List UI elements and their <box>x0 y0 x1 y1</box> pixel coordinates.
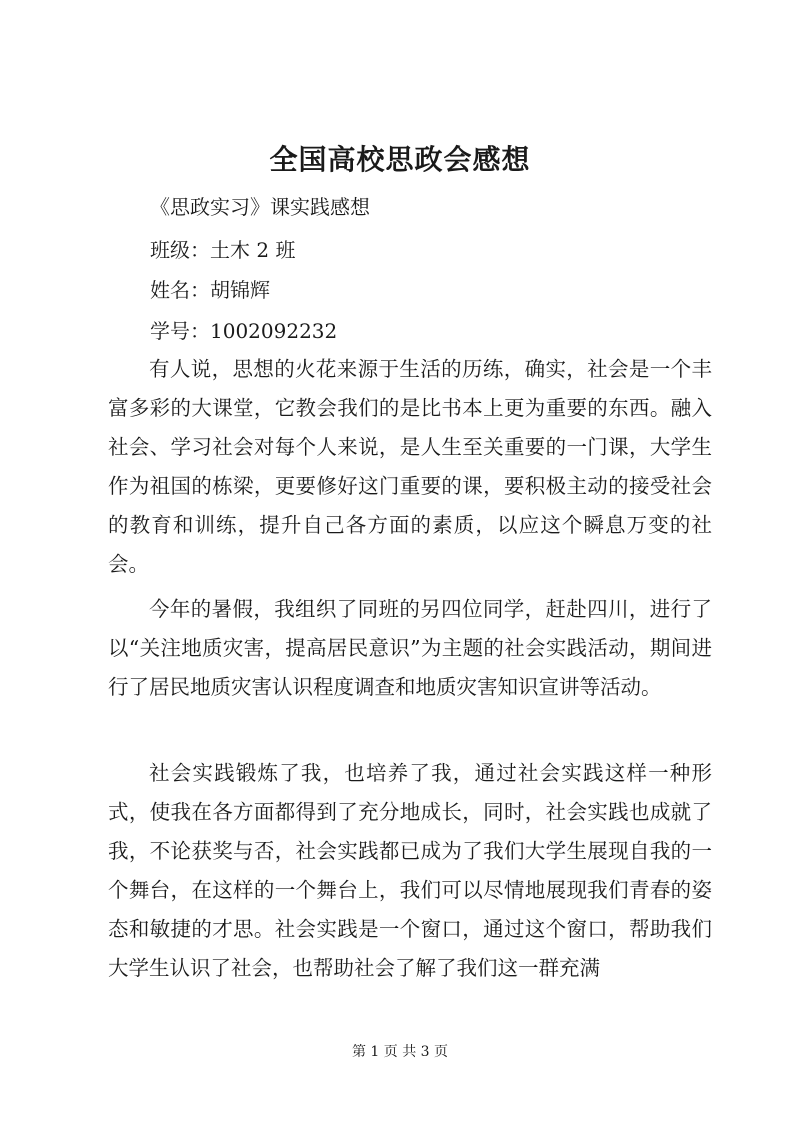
paragraph-3: 社会实践锻炼了我，也培养了我，通过社会实践这样一种形式，使我在各方面都得到了充分地成长，同时，社会实践也成就了我，不论获奖与否，社会实践都已成为了我们大学生展现自我的一个舞台，在这样的一个舞台上，我们可以尽情地展现我们青春的姿态和敏捷的才思。社会实践是一个窗口，通过这个窗口，帮助我们大学生认识了社会，也帮助社会了解了我们这一群充满 <box>108 761 712 980</box>
page-footer: 第 1 页 共 3 页 <box>351 1044 449 1060</box>
paragraph-2: 今年的暑假，我组织了同班的另四位同学，赶赴四川，进行了以“关注地质灾害，提高居民意识”为主题的社会实践活动，期间进行了居民地质灾害认识程度调查和地质灾害知识宣讲等活动。 <box>108 597 712 699</box>
paragraph-1: 有人说，思想的火花来源于生活的历练，确实，社会是一个丰富多彩的大课堂，它教会我们的是比书本上更为重要的东西。融入社会、学习社会对每个人来说，是人生至关重要的一门课，大学生作为祖国的栋梁，更要修好这门重要的课，要积极主动的接受社会的教育和训练，提升自己各方面的素质，以应这个瞬息万变的社会。 <box>108 357 712 576</box>
document-title: 全国高校思政会感想 <box>269 143 531 176</box>
class-line: 班级：土木 2 班 <box>150 238 296 262</box>
name-line: 姓名：胡锦辉 <box>150 278 270 302</box>
course-line: 《思政实习》课实践感想 <box>150 195 370 219</box>
student-id-line: 学号：1002092232 <box>150 319 338 343</box>
